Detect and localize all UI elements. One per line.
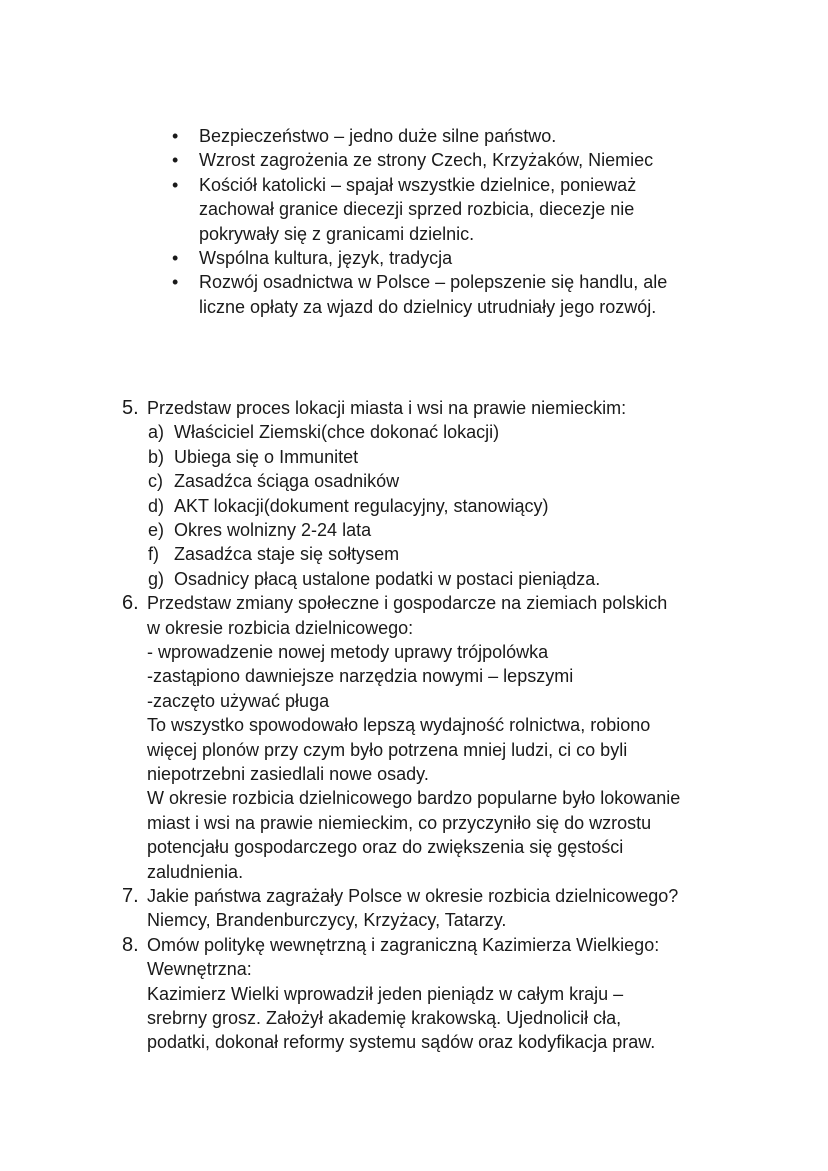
sub-item-text: Ubiega się o Immunitet <box>174 446 359 467</box>
question-text-line: w okresie rozbicia dzielnicowego: <box>147 617 414 638</box>
question-text-line: więcej plonów przy czym było potrzena mniej ludzi, ci co byli <box>147 739 628 760</box>
question-text-line: -zastąpiono dawniejsze narzędzia nowymi – lepszymi <box>147 666 574 687</box>
question-text-line: -zaczęto używać pługa <box>147 690 330 711</box>
bullet-marker: • <box>172 174 179 195</box>
bullet-text-line: Kościół katolicki – spajał wszystkie dzielnice, ponieważ <box>199 174 637 195</box>
bullet-text-line: Wzrost zagrożenia ze strony Czech, Krzyżaków, Niemiec <box>199 150 654 171</box>
sub-item-text: AKT lokacji(dokument regulacyjny, stanowiący) <box>174 495 549 516</box>
bullet-text-line: zachował granice diecezji sprzed rozbicia, diecezje nie <box>199 199 635 220</box>
question-number: 8. <box>122 933 139 956</box>
sub-item-letter: g) <box>148 568 165 589</box>
bullet-marker: • <box>172 150 179 171</box>
sub-item-text: Osadnicy płacą ustalone podatki w postaci pieniądza. <box>174 568 601 589</box>
bullet-marker: • <box>172 248 179 268</box>
question-number: 6. <box>122 592 139 615</box>
question-number: 5. <box>122 397 139 419</box>
sub-item-text: Właściciel Ziemski(chce dokonać lokacji) <box>174 422 500 443</box>
sub-item-letter: c) <box>148 471 163 492</box>
bullet-marker: • <box>172 126 179 146</box>
bullet-text-line: Wspólna kultura, język, tradycja <box>199 248 453 268</box>
question-text-line: Omów politykę wewnętrzną i zagraniczną Kazimierza Wielkiego: <box>147 934 660 955</box>
question-text-line: zaludnienia. <box>147 861 244 882</box>
question-text-line: Wewnętrzna: <box>147 959 252 980</box>
question-text-line: miast i wsi na prawie niemieckim, co przyczyniło się do wzrostu <box>147 812 652 833</box>
question-text-line: niepotrzebni zasiedlali nowe osady. <box>147 764 429 784</box>
question-text-line: Przedstaw proces lokacji miasta i wsi na prawie niemieckim: <box>147 398 627 418</box>
question-text-line: Niemcy, Brandenburczycy, Krzyżacy, Tatarzy. <box>147 910 507 931</box>
sub-item-letter: b) <box>148 446 165 467</box>
bullet-marker: • <box>172 272 179 293</box>
sub-item-text: Zasadźca staje się sołtysem <box>174 544 400 565</box>
sub-item-letter: a) <box>148 422 165 443</box>
question-number: 7. <box>122 885 139 907</box>
sub-item-letter: e) <box>148 520 165 540</box>
sub-item-text: Okres wolnizny 2-24 lata <box>174 520 372 540</box>
question-text-line: Jakie państwa zagrażały Polsce w okresie rozbicia dzielnicowego? <box>147 886 679 906</box>
question-text-line: - wprowadzenie nowej metody uprawy trójpolówka <box>147 642 549 662</box>
question-text-line: Kazimierz Wielki wprowadził jeden pieniądz w całym kraju – <box>147 983 624 1004</box>
question-text-line: Przedstaw zmiany społeczne i gospodarcze na ziemiach polskich <box>147 593 668 614</box>
bullet-text-line: liczne opłaty za wjazd do dzielnicy utrudniały jego rozwój. <box>199 296 657 317</box>
bullet-text-line: pokrywały się z granicami dzielnic. <box>199 223 475 244</box>
question-text-line: potencjału gospodarczego oraz do zwiększenia się gęstości <box>147 837 624 858</box>
sub-item-letter: d) <box>148 495 165 516</box>
question-text-line: W okresie rozbicia dzielnicowego bardzo popularne było lokowanie <box>147 788 681 809</box>
question-text-line: srebrny grosz. Założył akademię krakowską. Ujednolicił cła, <box>147 1008 622 1028</box>
bullet-text-line: Rozwój osadnictwa w Polsce – polepszenie się handlu, ale <box>199 272 668 293</box>
question-text-line: To wszystko spowodowało lepszą wydajność rolnictwa, robiono <box>147 715 651 736</box>
question-text-line: podatki, dokonał reformy systemu sądów oraz kodyfikacja praw. <box>147 1032 656 1053</box>
sub-item-text: Zasadźca ściąga osadników <box>174 471 400 492</box>
sub-item-letter: f) <box>148 544 159 565</box>
bullet-text-line: Bezpieczeństwo – jedno duże silne państwo. <box>199 126 557 146</box>
